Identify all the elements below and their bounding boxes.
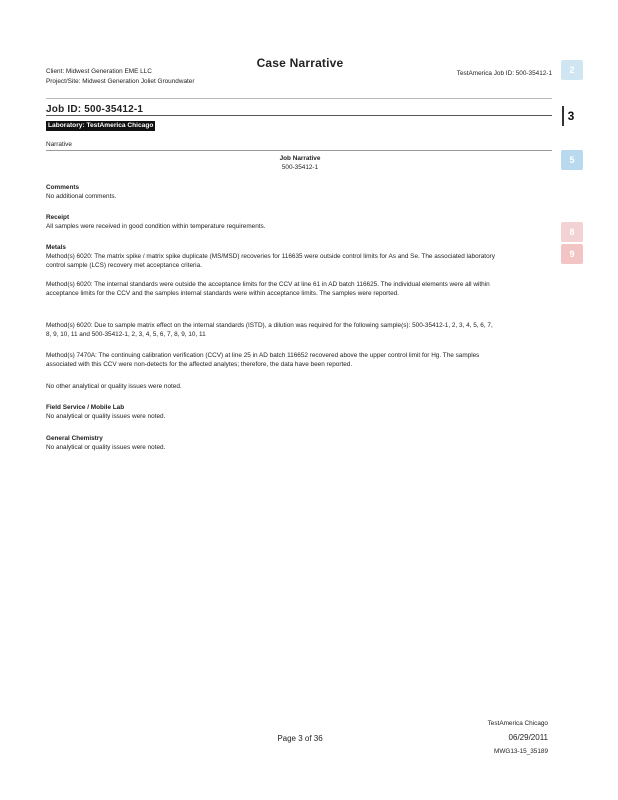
job-narrative-title: Job Narrative [279, 155, 321, 162]
metals-paragraph: Method(s) 6020: The matrix spike / matrix spike duplicate (MS/MSD) recoveries for 116635 were outside control limits for As and Se. The associated laboratory control sample (LCS) recovery met acceptance criteria. [46, 253, 495, 269]
section-heading-general-chemistry: General Chemistry [46, 435, 103, 442]
footer-lab: TestAmerica Chicago [487, 720, 548, 727]
field-service-text: No analytical or quality issues were noted. [46, 413, 166, 420]
job-reference: TestAmerica Job ID: 500-35412-1 [456, 70, 552, 77]
metals-paragraph: No other analytical or quality issues were noted. [46, 383, 182, 390]
metals-paragraph: Method(s) 6020: Due to sample matrix effect on the internal standards (ISTD), a dilution was required for the following sample(s): 500-35412-1, 2, 3, 4, 5, 6, 7, 8, 9, 10, 11 and 500-35412-1, 2, 3, 4, 5, 6, 7, 8, 9, 10, 11 [46, 322, 493, 338]
side-tab-9[interactable]: 9 [561, 244, 583, 264]
project-line: Project/Site: Midwest Generation Joliet Groundwater [46, 78, 195, 85]
narrative-label: Narrative [46, 141, 72, 148]
comments-text: No additional comments. [46, 193, 117, 200]
section-heading-comments: Comments [46, 184, 80, 191]
section-heading-metals: Metals [46, 244, 66, 251]
page-title: Case Narrative [256, 56, 344, 70]
laboratory-bar: Laboratory: TestAmerica Chicago [48, 122, 154, 129]
receipt-text: All samples were received in good condition within temperature requirements. [46, 223, 266, 230]
footer-date: 06/29/2011 [508, 733, 548, 742]
side-tab-2[interactable]: 2 [561, 60, 583, 80]
job-narrative-number: 500-35412-1 [281, 164, 319, 171]
side-tab-8[interactable]: 8 [561, 222, 583, 242]
metals-paragraph: Method(s) 7470A: The continuing calibration verification (CCV) at line 25 in AD batch 116652 recovered above the upper control limit for Hg. The samples associated with this CCV were non-detects for the affected analytes; therefore, the data have been reported. [46, 352, 480, 368]
side-tab-5[interactable]: 5 [561, 150, 583, 170]
metals-paragraph: Method(s) 6020: The internal standards were outside the acceptance limits for the CCV at line 61 in AD batch 116625. The individual elements were all within acceptance limits for the CCV and the samples internal standards were within acceptance limits. The samples were reported. [46, 281, 490, 297]
section-heading-receipt: Receipt [46, 214, 70, 221]
section-heading-field-service: Field Service / Mobile Lab [46, 404, 125, 411]
general-chemistry-text: No analytical or quality issues were noted. [46, 444, 166, 451]
client-line: Client: Midwest Generation EME LLC [46, 68, 152, 75]
document-code: MWG13-15_35189 [494, 748, 548, 755]
job-id-divider [46, 115, 552, 116]
side-tab-3-active[interactable]: 3 [562, 106, 578, 126]
header-divider [46, 98, 552, 99]
page-number: Page 3 of 36 [277, 734, 323, 743]
job-id-heading: Job ID: 500-35412-1 [46, 104, 144, 115]
narrative-divider [46, 150, 552, 151]
